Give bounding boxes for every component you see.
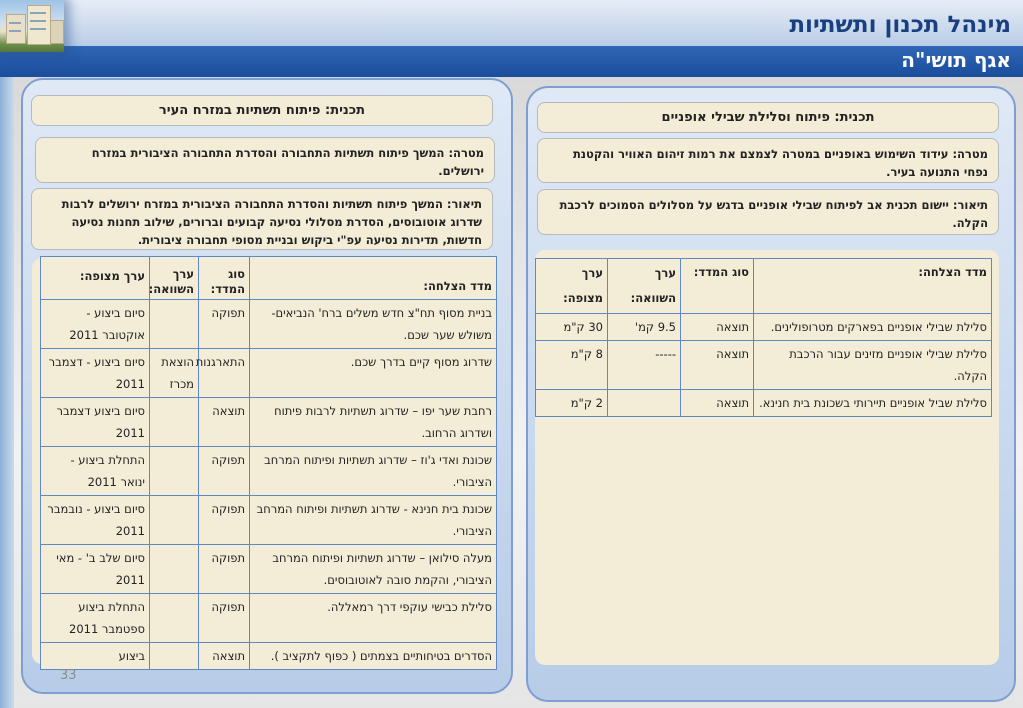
cell-expected: סיום שלב ב' - מאי 2011 — [41, 545, 150, 594]
table-row — [41, 594, 497, 643]
cell-measure: שכונת ואדי ג'וז – שדרוג תשתיות ופיתוח המרחב הציבורי. — [250, 447, 497, 496]
cell-measure: סלילת שביל אופניים תיירותי בשכונת בית חנינא. — [754, 390, 992, 417]
cell-type: תפוקה — [199, 545, 250, 594]
cell-type: תוצאה — [199, 643, 250, 670]
cell-measure: סלילת שבילי אופניים מזינים עבור הרכבת הקלה. — [754, 341, 992, 390]
cell-expected: סיום ביצוע דצמבר 2011 — [41, 398, 150, 447]
cell-compare — [150, 594, 199, 643]
cell-compare: ----- — [608, 341, 681, 390]
cell-compare — [608, 390, 681, 417]
table-row — [41, 349, 497, 398]
header-compare: ערך השוואה: — [608, 259, 681, 314]
cell-expected: 2 ק"מ — [536, 390, 608, 417]
cell-expected: התחלת ביצוע ספטמבר 2011 — [41, 594, 150, 643]
cell-compare — [150, 300, 199, 349]
right-plan-title: תכנית: פיתוח וסלילת שבילי אופניים — [537, 102, 999, 133]
left-plan-goal: מטרה: המשך פיתוח תשתיות התחבורה והסדרת התחבורה הציבורית במזרח ירושלים. — [35, 137, 495, 183]
cell-compare — [150, 447, 199, 496]
cell-compare: 9.5 קמ' — [608, 314, 681, 341]
cell-expected: סיום ביצוע - נובמבר 2011 — [41, 496, 150, 545]
cell-type: תוצאה — [199, 398, 250, 447]
header-type: סוג המדד: — [199, 257, 250, 300]
header-expected: ערך מצופה: — [536, 259, 608, 314]
page-number: 33 — [60, 668, 77, 683]
cell-compare — [150, 545, 199, 594]
table-row — [41, 447, 497, 496]
table-row — [41, 398, 497, 447]
table-header-row — [41, 257, 497, 300]
cell-type: תפוקה — [199, 594, 250, 643]
cell-type: תוצאה — [681, 314, 754, 341]
cell-measure: סלילת שבילי אופניים בפארקים מטרופולינים. — [754, 314, 992, 341]
cell-type: התארגנות — [199, 349, 250, 398]
cell-expected: 30 ק"מ — [536, 314, 608, 341]
cell-measure: סלילת כבישי עוקפי דרך רמאללה. — [250, 594, 497, 643]
cell-measure: הסדרים בטיחותיים בצמתים ( כפוף לתקציב ). — [250, 643, 497, 670]
table-row — [41, 496, 497, 545]
left-plan-title: תכנית: פיתוח תשתיות במזרח העיר — [31, 95, 493, 126]
header-measure: מדד הצלחה: — [250, 257, 497, 300]
buildings-photo — [0, 0, 64, 52]
cell-compare — [150, 643, 199, 670]
right-plan-goal: מטרה: עידוד השימוש באופניים במטרה לצמצם את רמות זיהום האוויר והקטנת נפחי התנועה בעיר. — [537, 138, 999, 183]
cell-type: תפוקה — [199, 496, 250, 545]
table-row — [536, 390, 992, 417]
cell-compare — [150, 398, 199, 447]
table-row — [536, 314, 992, 341]
cell-measure: רחבת שער יפו – שדרוג תשתיות לרבות פיתוח ושדרוג הרחוב. — [250, 398, 497, 447]
right-measures-table — [535, 258, 992, 417]
page-title: מינהל תכנון ותשתיות — [789, 12, 1011, 38]
cell-type: תפוקה — [199, 300, 250, 349]
cell-expected: 8 ק"מ — [536, 341, 608, 390]
cell-expected: סיום ביצוע - אוקטובר 2011 — [41, 300, 150, 349]
cell-measure: מעלה סילואן – שדרוג תשתיות ופיתוח המרחב הציבורי, והקמת סובה לאוטובוסים. — [250, 545, 497, 594]
table-row — [41, 300, 497, 349]
left-decor-strip — [0, 77, 14, 708]
cell-compare: הוצאת מכרז — [150, 349, 199, 398]
header-measure: מדד הצלחה: — [754, 259, 992, 314]
header-compare: ערך השוואה: — [150, 257, 199, 300]
header-type: סוג המדד: — [681, 259, 754, 314]
cell-type: תפוקה — [199, 447, 250, 496]
table-row — [41, 643, 497, 670]
table-header-row — [536, 259, 992, 314]
cell-expected: התחלת ביצוע - ינואר 2011 — [41, 447, 150, 496]
cell-measure: שדרוג מסוף קיים בדרך שכם. — [250, 349, 497, 398]
right-plan-description: תיאור: יישום תכנית אב לפיתוח שבילי אופניים בדגש על מסלולים הסמוכים לרכבת הקלה. — [537, 189, 999, 235]
table-row — [536, 341, 992, 390]
cell-expected: ביצוע — [41, 643, 150, 670]
cell-type: תוצאה — [681, 341, 754, 390]
page-subtitle: אגף תושי"ה — [901, 48, 1011, 72]
cell-compare — [150, 496, 199, 545]
cell-measure: בניית מסוף תח"צ חדש משלים ברח' הנביאים- משולש שער שכם. — [250, 300, 497, 349]
cell-type: תוצאה — [681, 390, 754, 417]
cell-measure: שכונת בית חנינא - שדרוג תשתיות ופיתוח המרחב הציבורי. — [250, 496, 497, 545]
table-row — [41, 545, 497, 594]
left-measures-table — [40, 256, 497, 670]
header-expected: ערך מצופה: — [41, 257, 150, 300]
left-plan-description: תיאור: המשך פיתוח תשתיות והסדרת התחבורה הציבורית במזרח ירושלים לרבות שדרוג אוטובוסים, הסדרת מסלולי נסיעה קבועים וברורים, שילוב תחנות נסיעה חדשות, תדירות נסיעה עפ"י ביקוש ובניית מסופי תחבורה ציבורית. — [31, 188, 493, 250]
header-bar — [0, 46, 1023, 77]
cell-expected: סיום ביצוע - דצמבר 2011 — [41, 349, 150, 398]
